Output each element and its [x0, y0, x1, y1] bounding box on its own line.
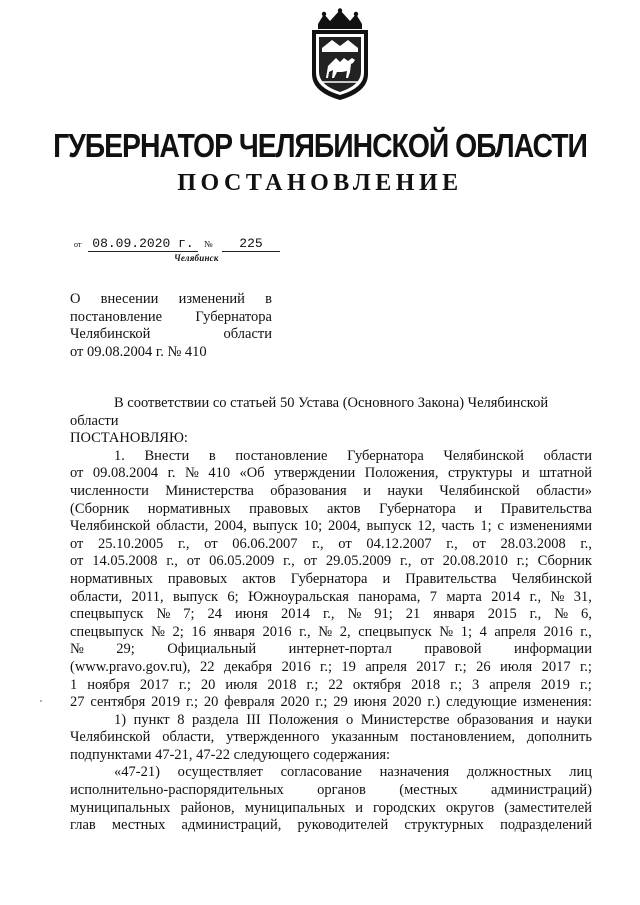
body-line: [70, 465, 592, 483]
body-word: №: [554, 606, 569, 623]
body-word: г.,: [580, 623, 592, 640]
body-word: 3: [472, 676, 480, 693]
body-word: 22: [328, 676, 343, 693]
city-name: Челябинск: [174, 253, 219, 263]
body-word: глав: [70, 817, 96, 834]
body-word: от: [204, 535, 218, 552]
body-word: области»: [536, 482, 592, 499]
number-label: №: [204, 239, 213, 249]
body-word: 410: [208, 465, 231, 482]
body-word: Губернатора: [379, 500, 456, 517]
body-word: образования: [457, 711, 534, 728]
body-word: 7: [429, 588, 437, 605]
body-word: 09.08.2004: [92, 465, 159, 482]
body-word: №: [156, 606, 171, 623]
body-word: 1;: [480, 518, 492, 535]
body-word: 28.03.2008: [500, 535, 566, 552]
body-word: февраля: [224, 694, 275, 711]
body-word: 2014: [491, 588, 521, 605]
body-word: выпуск: [172, 588, 219, 605]
body-line: [70, 536, 592, 554]
body-word: и: [474, 500, 483, 517]
body-word: 31,: [573, 588, 592, 605]
body-word: г.;: [579, 676, 592, 693]
body-word: г.;: [320, 658, 332, 675]
body-word: г.,: [299, 623, 311, 640]
subject-word: изменений: [178, 291, 245, 307]
body-word: ноября: [87, 676, 130, 693]
body-word: от: [420, 553, 434, 570]
body-word: г.,: [446, 535, 458, 552]
subject-word: области: [223, 326, 272, 342]
body-word: 14.05.2008: [92, 553, 158, 570]
body-word: июня: [353, 694, 387, 711]
body-word: штатной: [539, 465, 592, 482]
body-word: Челябинской: [70, 729, 151, 746]
body-line: В соответствии со статьей 50 Устава (Основного Закона) Челябинской: [114, 395, 549, 411]
body-line: [70, 571, 592, 589]
body-word: 2019: [151, 694, 181, 711]
body-word: Губернатора: [290, 570, 368, 587]
body-word: науки: [387, 482, 423, 499]
body-word: структуры: [447, 465, 513, 482]
body-word: декабря: [223, 658, 273, 675]
body-word: 04.12.2007: [366, 535, 432, 552]
body-word: муниципальных: [70, 799, 171, 816]
body-word: «47-21): [114, 764, 160, 781]
body-word: 29;: [116, 641, 135, 658]
date-label: от: [74, 240, 82, 249]
body-word: утверждении: [274, 465, 356, 482]
subject-word: постановление: [70, 308, 163, 325]
body-word: г.,: [283, 553, 295, 570]
body-word: 2017: [416, 658, 446, 675]
body-word: 2;: [172, 623, 184, 640]
document-subject: [70, 291, 272, 361]
body-word: с: [497, 518, 504, 535]
body-word: 2016: [281, 658, 311, 675]
body-word: (заместителей: [504, 799, 592, 816]
body-word: округов: [445, 799, 495, 816]
body-word: 1): [114, 711, 127, 728]
body-word: 12,: [417, 518, 436, 535]
body-line: [70, 606, 592, 624]
document-meta: [74, 236, 314, 252]
body-word: г.;: [450, 676, 463, 693]
body-word: 2017: [541, 658, 571, 675]
body-word: 2,: [339, 623, 351, 640]
body-word: от: [70, 553, 84, 570]
body-line: [70, 729, 592, 747]
body-word: 29: [333, 694, 348, 711]
body-word: в: [208, 447, 216, 464]
body-word: №: [318, 623, 333, 640]
body-word: 4: [479, 623, 487, 640]
body-word: следующие: [446, 694, 517, 711]
body-word: численности: [70, 482, 149, 499]
body-word: должностных: [466, 764, 552, 781]
body-word: области,: [156, 518, 209, 535]
subject-word: Губернатора: [195, 308, 272, 325]
body-line: подпунктами 47-21, 47-22 следующего содержания:: [70, 746, 391, 763]
body-word: пункт: [133, 711, 170, 728]
body-word: 91;: [374, 606, 393, 623]
body-word: г.;: [306, 676, 319, 693]
body-word: от: [338, 535, 352, 552]
body-word: 6,: [581, 606, 592, 623]
body-word: подразделений: [500, 817, 592, 834]
body-word: районов,: [180, 799, 235, 816]
body-word: и: [521, 465, 530, 482]
body-word: области: [543, 447, 592, 464]
body-word: от: [186, 553, 201, 570]
body-word: Положения: [268, 711, 339, 728]
body-line: [70, 641, 592, 659]
body-word: октября: [352, 676, 402, 693]
subject-word: в: [265, 291, 272, 307]
coat-of-arms-icon: [298, 8, 382, 104]
document-date: 08.09.2020 г.: [88, 236, 198, 252]
body-word: 2004,: [328, 518, 361, 535]
body-word: (местных: [399, 782, 458, 799]
body-word: г.: [167, 465, 176, 482]
body-word: г.;: [516, 553, 529, 570]
body-line: [70, 800, 592, 818]
body-word: 1;: [460, 623, 472, 640]
body-word: г.;: [315, 694, 328, 711]
subject-word: Челябинской: [70, 326, 151, 342]
body-word: января: [213, 623, 255, 640]
body-word: Министерства: [165, 482, 254, 499]
subject-line: [70, 344, 272, 362]
body-word: 29.05.2009: [325, 553, 392, 570]
body-word: и: [541, 711, 549, 728]
body-word: администраций): [490, 782, 592, 799]
body-word: дополнить: [526, 729, 592, 746]
body-line: [70, 483, 592, 501]
body-word: Губернатора: [347, 447, 424, 464]
body-word: №: [347, 606, 362, 623]
subject-word: О: [70, 291, 81, 307]
body-word: муниципальных: [244, 799, 346, 816]
body-word: часть: [441, 518, 475, 535]
subject-line: [70, 291, 272, 309]
body-word: лиц: [569, 764, 592, 781]
body-word: органов: [317, 782, 366, 799]
body-word: Правительства: [500, 500, 592, 517]
body-word: апреля: [365, 658, 407, 675]
body-word: 06.06.2007: [232, 535, 298, 552]
body-word: 2015: [487, 606, 517, 623]
body-word: июля: [500, 658, 533, 675]
body-word: июля: [225, 676, 258, 693]
body-word: 20: [200, 676, 216, 693]
body-word: правовых: [249, 500, 309, 517]
body-word: Челябинской: [439, 482, 520, 499]
body-word: Официальный: [167, 641, 257, 658]
body-word: января: [433, 606, 475, 623]
body-word: раздела: [192, 711, 239, 728]
body-word: г.;: [454, 658, 467, 675]
body-word: 22: [199, 658, 215, 675]
document-body: [70, 395, 592, 835]
body-word: г.): [427, 694, 441, 711]
body-word: нормативных: [147, 500, 231, 517]
body-word: 2011,: [131, 588, 164, 605]
body-word: о: [346, 711, 354, 728]
body-word: выпуск: [252, 518, 298, 535]
body-word: 2017: [139, 676, 169, 693]
body-word: 21: [405, 606, 421, 623]
body-word: спецвыпуск: [358, 623, 432, 640]
body-word: 2020: [392, 694, 422, 711]
body-word: и: [382, 570, 391, 587]
body-word: выпуск: [366, 518, 412, 535]
body-word: Сборник: [537, 553, 592, 570]
body-word: руководителей: [297, 817, 389, 834]
body-line: [70, 712, 592, 730]
body-word: №: [70, 641, 84, 658]
body-word: г.,: [529, 606, 542, 623]
body-word: «Об: [239, 465, 265, 482]
body-line: [70, 817, 592, 835]
body-line: [70, 553, 592, 571]
body-word: актов: [327, 500, 361, 517]
body-word: г.,: [529, 588, 542, 605]
body-word: №: [151, 623, 165, 640]
subject-line: [70, 326, 272, 344]
body-word: от: [472, 535, 486, 552]
body-word: местных: [111, 817, 166, 834]
body-word: г.,: [399, 553, 412, 570]
body-line: [70, 782, 592, 800]
body-word: нормативных: [70, 570, 153, 587]
body-word: 19: [341, 658, 356, 675]
body-word: 2016: [543, 623, 573, 640]
body-line: ПОСТАНОВЛЯЮ:: [70, 430, 188, 447]
body-word: г.,: [177, 535, 190, 552]
body-word: г.,: [580, 535, 592, 552]
body-line: [70, 694, 592, 712]
body-word: 2014: [280, 606, 310, 623]
body-word: 2004,: [214, 518, 247, 535]
body-word: 2018: [411, 676, 441, 693]
body-word: образования: [270, 482, 347, 499]
body-word: области,: [162, 729, 215, 746]
body-word: изменения:: [522, 694, 592, 711]
body-word: утвержденного: [226, 729, 320, 746]
body-word: Положения,: [364, 465, 439, 482]
body-word: (Сборник: [70, 500, 130, 517]
body-word: 10;: [303, 518, 323, 535]
body-word: Министерстве: [360, 711, 450, 728]
body-word: администраций,: [181, 817, 282, 834]
body-word: Правительства: [405, 570, 497, 587]
body-word: Челябинской: [443, 447, 524, 464]
body-word: Южноуральская: [248, 588, 349, 605]
body-word: информации: [513, 641, 592, 658]
body-word: Челябинской: [511, 570, 592, 587]
body-word: науки: [556, 711, 592, 728]
governor-title: ГУБЕРНАТОР ЧЕЛЯБИНСКОЙ ОБЛАСТИ: [53, 127, 587, 164]
body-word: 24: [207, 606, 223, 623]
body-line: [70, 501, 592, 519]
body-word: 20: [203, 694, 219, 711]
document-type: ПОСТАНОВЛЕНИЕ: [177, 170, 463, 196]
body-word: от: [70, 535, 84, 552]
body-word: 16: [191, 623, 206, 640]
body-word: г.,: [322, 606, 335, 623]
body-word: г.,: [166, 553, 178, 570]
body-word: 20.08.2010: [442, 553, 508, 570]
body-word: городских: [373, 799, 436, 816]
body-word: постановление: [235, 447, 328, 464]
body-word: и: [363, 482, 371, 499]
body-word: апреля: [489, 676, 531, 693]
body-word: правовых: [167, 570, 228, 587]
body-word: и: [355, 799, 363, 816]
body-word: постановлением,: [410, 729, 516, 746]
body-word: 1: [70, 676, 78, 693]
body-word: спецвыпуск: [70, 606, 144, 623]
body-line: [70, 624, 592, 642]
body-word: г.;: [178, 676, 191, 693]
body-word: актов: [242, 570, 276, 587]
body-word: №: [185, 465, 199, 482]
body-word: области,: [70, 588, 123, 605]
body-word: г.,: [312, 535, 324, 552]
body-word: 1.: [114, 447, 125, 464]
body-line: области: [70, 412, 119, 429]
body-word: правовой: [424, 641, 482, 658]
body-word: сентября: [90, 694, 146, 711]
body-word: исполнительно-распорядительных: [70, 782, 284, 799]
body-word: 2018: [267, 676, 297, 693]
body-word: 7;: [183, 606, 195, 623]
body-word: интернет-портал: [288, 641, 392, 658]
body-word: г.;: [186, 694, 199, 711]
document-number: 225: [222, 236, 280, 252]
body-word: марта: [446, 588, 482, 605]
body-word: Челябинской: [70, 518, 151, 535]
body-word: 6;: [227, 588, 239, 605]
body-word: назначения: [379, 764, 450, 781]
body-line: [70, 589, 592, 607]
body-word: 2019: [540, 676, 570, 693]
body-word: 2016: [262, 623, 292, 640]
body-line: [70, 659, 592, 677]
body-word: структурных: [404, 817, 484, 834]
body-word: от: [303, 553, 317, 570]
body-word: панорама,: [358, 588, 421, 605]
body-word: 06.05.2009: [209, 553, 275, 570]
body-word: согласование: [280, 764, 362, 781]
body-word: от: [70, 465, 84, 482]
body-line: [70, 764, 592, 782]
body-word: изменениями: [509, 518, 592, 535]
body-word: №: [439, 623, 454, 640]
body-word: (www.pravo.gov.ru),: [70, 658, 191, 675]
body-word: 8: [177, 711, 185, 728]
subject-word: от 09.08.2004 г. № 410: [70, 343, 207, 360]
subject-line: [70, 309, 272, 327]
body-word: апреля: [494, 623, 537, 640]
scan-speck: [40, 700, 42, 702]
body-line: [70, 518, 592, 536]
body-word: 2020: [280, 694, 310, 711]
body-word: г.;: [579, 658, 592, 675]
body-word: 27: [70, 694, 85, 711]
body-word: указанным: [331, 729, 399, 746]
body-line: [70, 448, 592, 466]
body-word: Внести: [144, 447, 190, 464]
body-word: спецвыпуск: [70, 623, 144, 640]
body-word: июня: [234, 606, 269, 623]
body-word: 25.10.2005: [98, 535, 164, 552]
body-word: 26: [476, 658, 491, 675]
subject-word: внесении: [100, 291, 159, 307]
body-word: №: [550, 588, 565, 605]
body-word: III: [246, 711, 261, 728]
body-word: осуществляет: [177, 764, 263, 781]
body-line: [70, 677, 592, 695]
